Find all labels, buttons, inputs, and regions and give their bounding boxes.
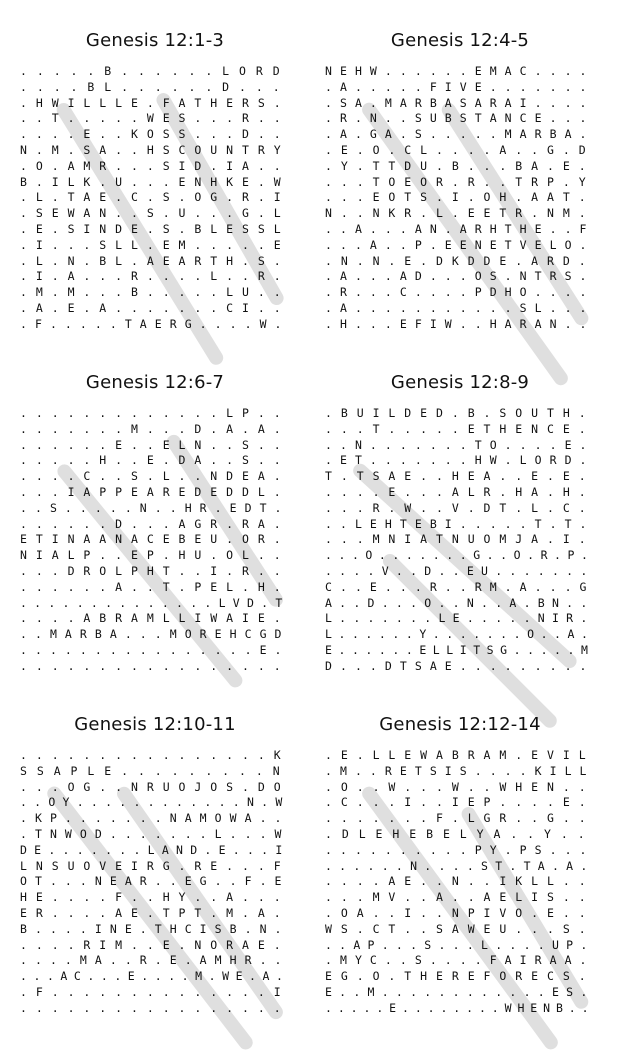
grid-row: .DLEHEBELYA..Y.. [325, 827, 595, 841]
word-search-puzzle [325, 714, 595, 1024]
grid-row: .SEWAN..S.U...G.L [20, 206, 290, 221]
grid-row: WS.CT..SAWEU...S. [325, 921, 595, 936]
grid-row: ....E..KOSS...D.. [20, 127, 290, 142]
grid-row: N..NKR.L.EETR.NM. [325, 206, 595, 221]
grid-row: ...AC...E....M.WE.A. [20, 969, 290, 984]
grid-row: ...R.W..V.DT.L.C. [325, 500, 595, 515]
word-search-puzzle [325, 372, 595, 682]
puzzle-title: Genesis 12:6-7 [85, 372, 225, 393]
grid-row: ................K [20, 748, 290, 762]
grid-row: ...MV..A..AELIS.. [325, 890, 595, 905]
puzzle-title: Genesis 12:8-9 [390, 372, 530, 393]
grid-row: ..........PY.PS... [325, 842, 595, 857]
grid-row: .A...........SL... [325, 301, 595, 315]
grid-row: .......F.LGR..G.. [325, 811, 595, 826]
grid-row: ..N.......TO....E. [325, 437, 595, 452]
grid-row: .A...AD...OS.NTRS. [325, 269, 595, 284]
letter-grid [325, 64, 595, 333]
grid-row: .SA.MARBASARAI.... [325, 95, 595, 110]
grid-row: .I...SLL.EM.....E [20, 237, 290, 252]
grid-row: ......A..T.PEL.H. [20, 579, 290, 594]
grid-row: ....V..D..EU....... [325, 564, 595, 578]
grid-row: .ET.......HW.LORD. [325, 453, 595, 468]
grid-row: SSAPLE.........N [20, 763, 290, 778]
puzzle-title: Genesis 12:12-14 [379, 714, 541, 735]
grid-row: ................. [20, 1000, 290, 1015]
grid-row: ....BL......D... [20, 79, 290, 94]
grid-row: .....B......LORD [20, 64, 290, 78]
grid-row: ....C..S.L..NDEA. [20, 469, 290, 484]
grid-row: ..A...AN.ARHTHE..F [325, 222, 595, 236]
word-search-puzzle [20, 30, 290, 340]
grid-row: D...DTSAE......... [325, 658, 595, 673]
grid-row: N.M.SA..HSCOUNTRY [20, 143, 290, 157]
grid-row: ..OY............N.W [20, 795, 290, 810]
grid-row: .M..RETSIS....KILL [325, 763, 595, 778]
word-search-puzzle [20, 372, 290, 682]
grid-row: E......ELLITSG.....M [325, 643, 595, 657]
grid-row: L.......LE.....NIR. [325, 611, 595, 626]
grid-row: .R.N..SUBSTANCE... [325, 111, 595, 126]
grid-row: ...DROLPHT..I.R.. [20, 564, 290, 578]
word-search-puzzle [325, 30, 595, 340]
grid-row: .E.O.CL....A..G.D [325, 143, 595, 157]
puzzle-title: Genesis 12:4-5 [390, 30, 530, 51]
grid-row: ................E. [20, 643, 290, 657]
grid-row: ETINAANACEBEU.OR. [20, 532, 290, 547]
grid-row: .F..............I [20, 985, 290, 999]
puzzle-title: Genesis 12:10-11 [74, 714, 236, 735]
grid-row: A..D...O..N..A.BN.. [325, 595, 595, 610]
grid-row: OT...NEAR..EG..F.E [20, 874, 290, 889]
grid-row: ..T.....WES...R.. [20, 111, 290, 126]
letter-grid [325, 406, 595, 675]
grid-row: ....MA..R.E.AMHR.. [20, 953, 290, 968]
grid-row: .Y.TTDU.B...BA.E. [325, 158, 595, 173]
grid-row: NEHW......EMAC.... [325, 64, 595, 78]
grid-row: ...A..P.EENETVELO. [325, 237, 595, 252]
grid-row: ................. [20, 658, 290, 673]
grid-row: T.TSAE..HEA..E.E. [325, 469, 595, 484]
word-search-puzzle [20, 714, 290, 1024]
grid-row: ...TOEOR.R..TRP.Y [325, 174, 595, 189]
grid-row: .............LP.. [20, 406, 290, 420]
grid-row: B.ILK.U...ENHKE.W [20, 174, 290, 189]
grid-row: ...IAPPEAREDEDDL. [20, 485, 290, 499]
grid-row: .O.AMR...SID.IA.. [20, 158, 290, 173]
grid-row: ....AE..N..IKLL.. [325, 874, 595, 889]
grid-row: ...T.....ETHENCE. [325, 421, 595, 436]
grid-row: ER....AE.TPT.M.A. [20, 906, 290, 920]
grid-row: .OA..I..NPIVO.E.. [325, 906, 595, 920]
grid-row: .BUILDED.B.SOUTH. [325, 406, 595, 420]
grid-row: .N.N.E.DKDDE.ARD. [325, 253, 595, 268]
grid-row: .....H..E.DA..S.. [20, 453, 290, 468]
grid-row: ..LEHTEBI.....T.T. [325, 516, 595, 531]
letter-grid [20, 748, 290, 1017]
grid-row: .E.LLEWABRAM.EVIL [325, 748, 595, 762]
grid-row: ....RIM..E.NORAE. [20, 937, 290, 952]
grid-row: ..MARBA...MOREHCGD [20, 627, 290, 642]
grid-row: LNSUOVEIRG.RE...F [20, 858, 290, 873]
grid-row: .TNWOD.......L...W [20, 827, 290, 841]
grid-row: .H...EFIW..HARAN.. [325, 316, 595, 331]
grid-row: ...OG..NRUOJOS.DO [20, 779, 290, 794]
grid-row: ...MNIATNUOMJA.I. [325, 532, 595, 547]
grid-row: .A.....FIVE....... [325, 79, 595, 94]
grid-row: L......Y.......O..A. [325, 627, 595, 642]
letter-grid [325, 748, 595, 1017]
grid-row: HE....F..HY..A... [20, 890, 290, 905]
grid-row: ....ABRAMLLIWAIE. [20, 611, 290, 626]
grid-row: ..S.....N..HR.EDT. [20, 500, 290, 515]
grid-row: ..AP...S...L....UP. [325, 937, 595, 952]
grid-row: NIALP..EP.HU.OL.. [20, 548, 290, 563]
grid-row: .E.SINDE.S.BLESSL [20, 222, 290, 236]
grid-row: ......E..ELN..S.. [20, 437, 290, 452]
grid-row: ..............LVD.T [20, 595, 290, 610]
grid-row: .L.N.BL.AEARTH.S. [20, 253, 290, 268]
grid-row: ...O.......G..O.R.P. [325, 548, 595, 563]
grid-row: .M.M...B.....LU.. [20, 285, 290, 300]
grid-row: .KP.......NAMOWA.. [20, 811, 290, 826]
grid-row: .A.GA.S.....MARBA. [325, 127, 595, 142]
grid-row: .O..W...W..WHEN.. [325, 779, 595, 794]
letter-grid [20, 406, 290, 675]
grid-row: ...EOTS.I.OH.AAT. [325, 190, 595, 205]
grid-row: .....E........WHENB.. [325, 1000, 595, 1015]
grid-row: C..E...R..RM.A...G [325, 579, 595, 594]
grid-row: EG.O.THEREFORECS. [325, 969, 595, 984]
grid-row: .......M...D.A.A. [20, 421, 290, 436]
grid-row: .L.TAE.C.S.OG.R.I [20, 190, 290, 205]
grid-row: DE.......LAND.E...I [20, 842, 290, 857]
grid-row: E..M............ES. [325, 985, 595, 999]
grid-row: .F.....TAERG....W. [20, 316, 290, 331]
grid-row: ....E...ALR.HA.H. [325, 485, 595, 499]
grid-row: .R...C....PDHO.... [325, 285, 595, 300]
puzzle-title: Genesis 12:1-3 [85, 30, 225, 51]
grid-row: B....INE.THCISB.N. [20, 921, 290, 936]
grid-row: .HWILLLE.FATHERS. [20, 95, 290, 110]
grid-row: ......N....ST.TA.A. [325, 858, 595, 873]
grid-row: ......D...AGR.RA. [20, 516, 290, 531]
letter-grid [20, 64, 290, 333]
grid-row: .MYC..S....FAIRAA. [325, 953, 595, 968]
grid-row: .A.E.A.......CI.. [20, 301, 290, 315]
grid-row: .I.A...R....L..R. [20, 269, 290, 284]
grid-row: .C...I..IEP....E. [325, 795, 595, 810]
